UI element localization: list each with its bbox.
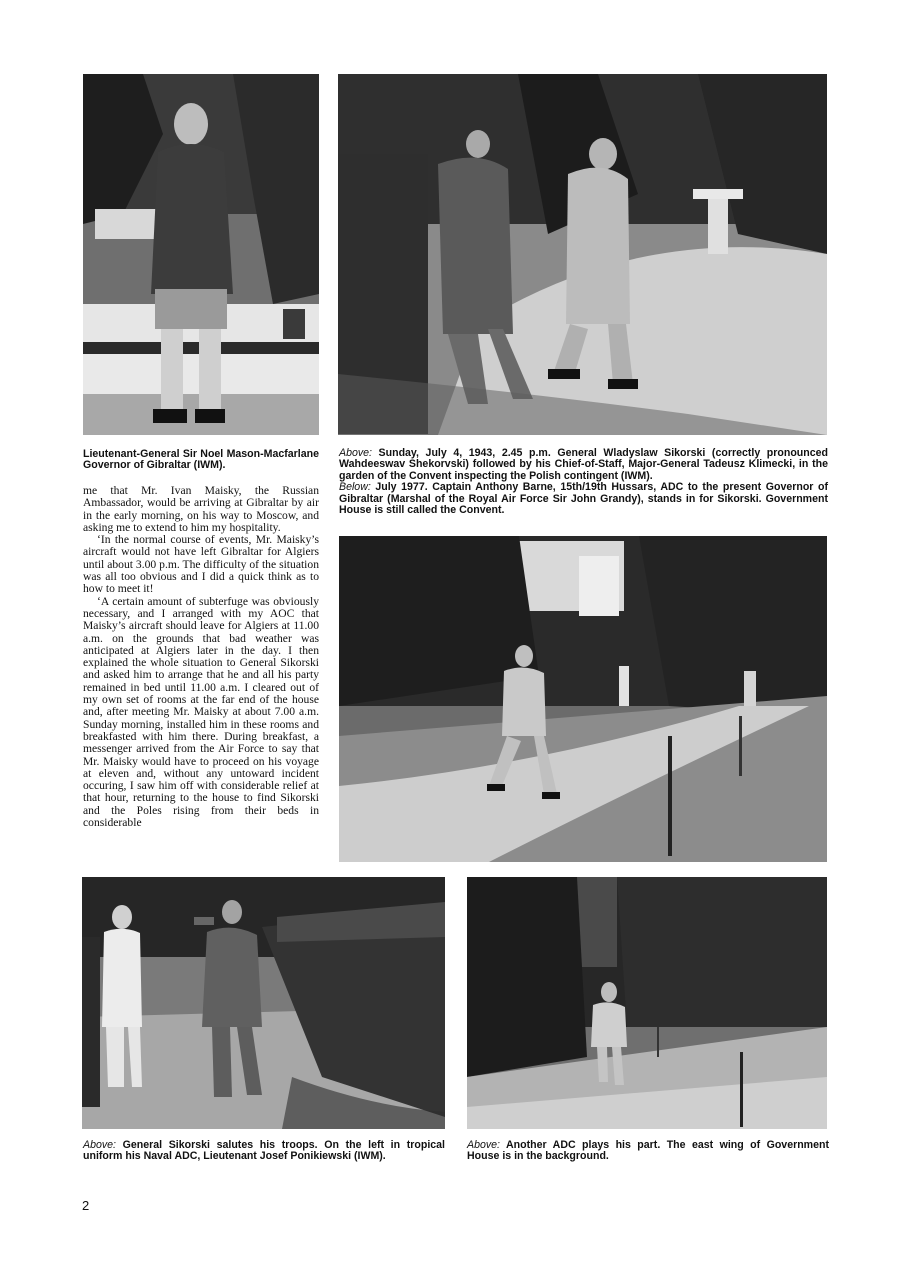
photo-adc-garden-1977: [339, 536, 827, 862]
photo-east-wing-adc: [467, 877, 827, 1129]
photo-governor-portrait: [83, 74, 319, 435]
caption-sikorski-and-adc: [339, 448, 828, 516]
body-paragraph: me that Mr. Ivan Maisky, the Russian Ambassador, would be arriving at Gibraltar by air in the early morning, on his way to Moscow, and asking me to extend to him my hospitality.: [83, 484, 319, 534]
caption-below-text: July 1977. Captain Anthony Barne, 15th/19th Hussars, ADC to the present Governor of Gibraltar (Marshal of the Royal Air Force Sir John Grandy), stands in for Sikorski. Government House is still called the Convent.: [339, 481, 828, 517]
body-paragraph: ‘A certain amount of subterfuge was obviously necessary, and I arranged with my AOC that Maisky’s aircraft should leave for Algiers at 11.00 a.m. on the grounds that bad weather was anticipated at Algiers later in the day. I then explained the whole situation to General Sikorski and asked him to arrange that he and all his party remained in bed until 11.00 a.m. I cleared out of my own set of rooms at the far end of the house and, after meeting Mr. Maisky at about 7.00 a.m. Sunday morning, installed him in these rooms and breakfasted with him there. During breakfast, a messenger arrived from the Air Force to say that Mr. Maisky would have to proceed on his voyage at eleven and, without any untoward incident occuring, I saw him off with considerable relief at that hour, returning to the house to find Sikorski and the Poles rising from their beds in considerable: [83, 594, 319, 830]
photo-sikorski-garden-1943: [338, 74, 827, 435]
caption-below-lead: Below:: [339, 481, 371, 494]
caption-governor-text: Lieutenant-General Sir Noel Mason-Macfarlane Governor of Gibraltar (IWM).: [83, 448, 319, 472]
caption-salute: [83, 1140, 445, 1163]
caption-salute-text: General Sikorski salutes his troops. On the left in tropical uniform his Naval ADC, Lieutenant Josef Ponikiewski (IWM).: [83, 1139, 445, 1163]
caption-east-wing-text: Another ADC plays his part. The east wing of Government House is in the background.: [467, 1139, 829, 1163]
page-number: 2: [82, 1198, 90, 1213]
caption-east-wing: [467, 1140, 829, 1163]
body-paragraph: ‘In the normal course of events, Mr. Maisky’s aircraft would not have left Gibraltar for Algiers until about 3.00 p.m. The difficulty of the situation was all too obvious and I did a quick think as to how to meet it!: [83, 533, 319, 596]
caption-east-wing-lead: Above:: [467, 1139, 500, 1151]
photo-sikorski-salute: [82, 877, 445, 1129]
article-body: [83, 485, 319, 829]
caption-above-text: Sunday, July 4, 1943, 2.45 p.m. General Wladyslaw Sikorski (correctly pronounced Wahdeeswav Shekorvski) followed by his Chief-of-Staff, Major-General Tadeusz Klimecki, in the garden of the Convent inspecting the Polish contingent (IWM).: [339, 447, 828, 482]
caption-governor: [83, 449, 319, 472]
caption-above-lead: Above:: [339, 447, 372, 459]
caption-salute-lead: Above:: [83, 1139, 116, 1151]
